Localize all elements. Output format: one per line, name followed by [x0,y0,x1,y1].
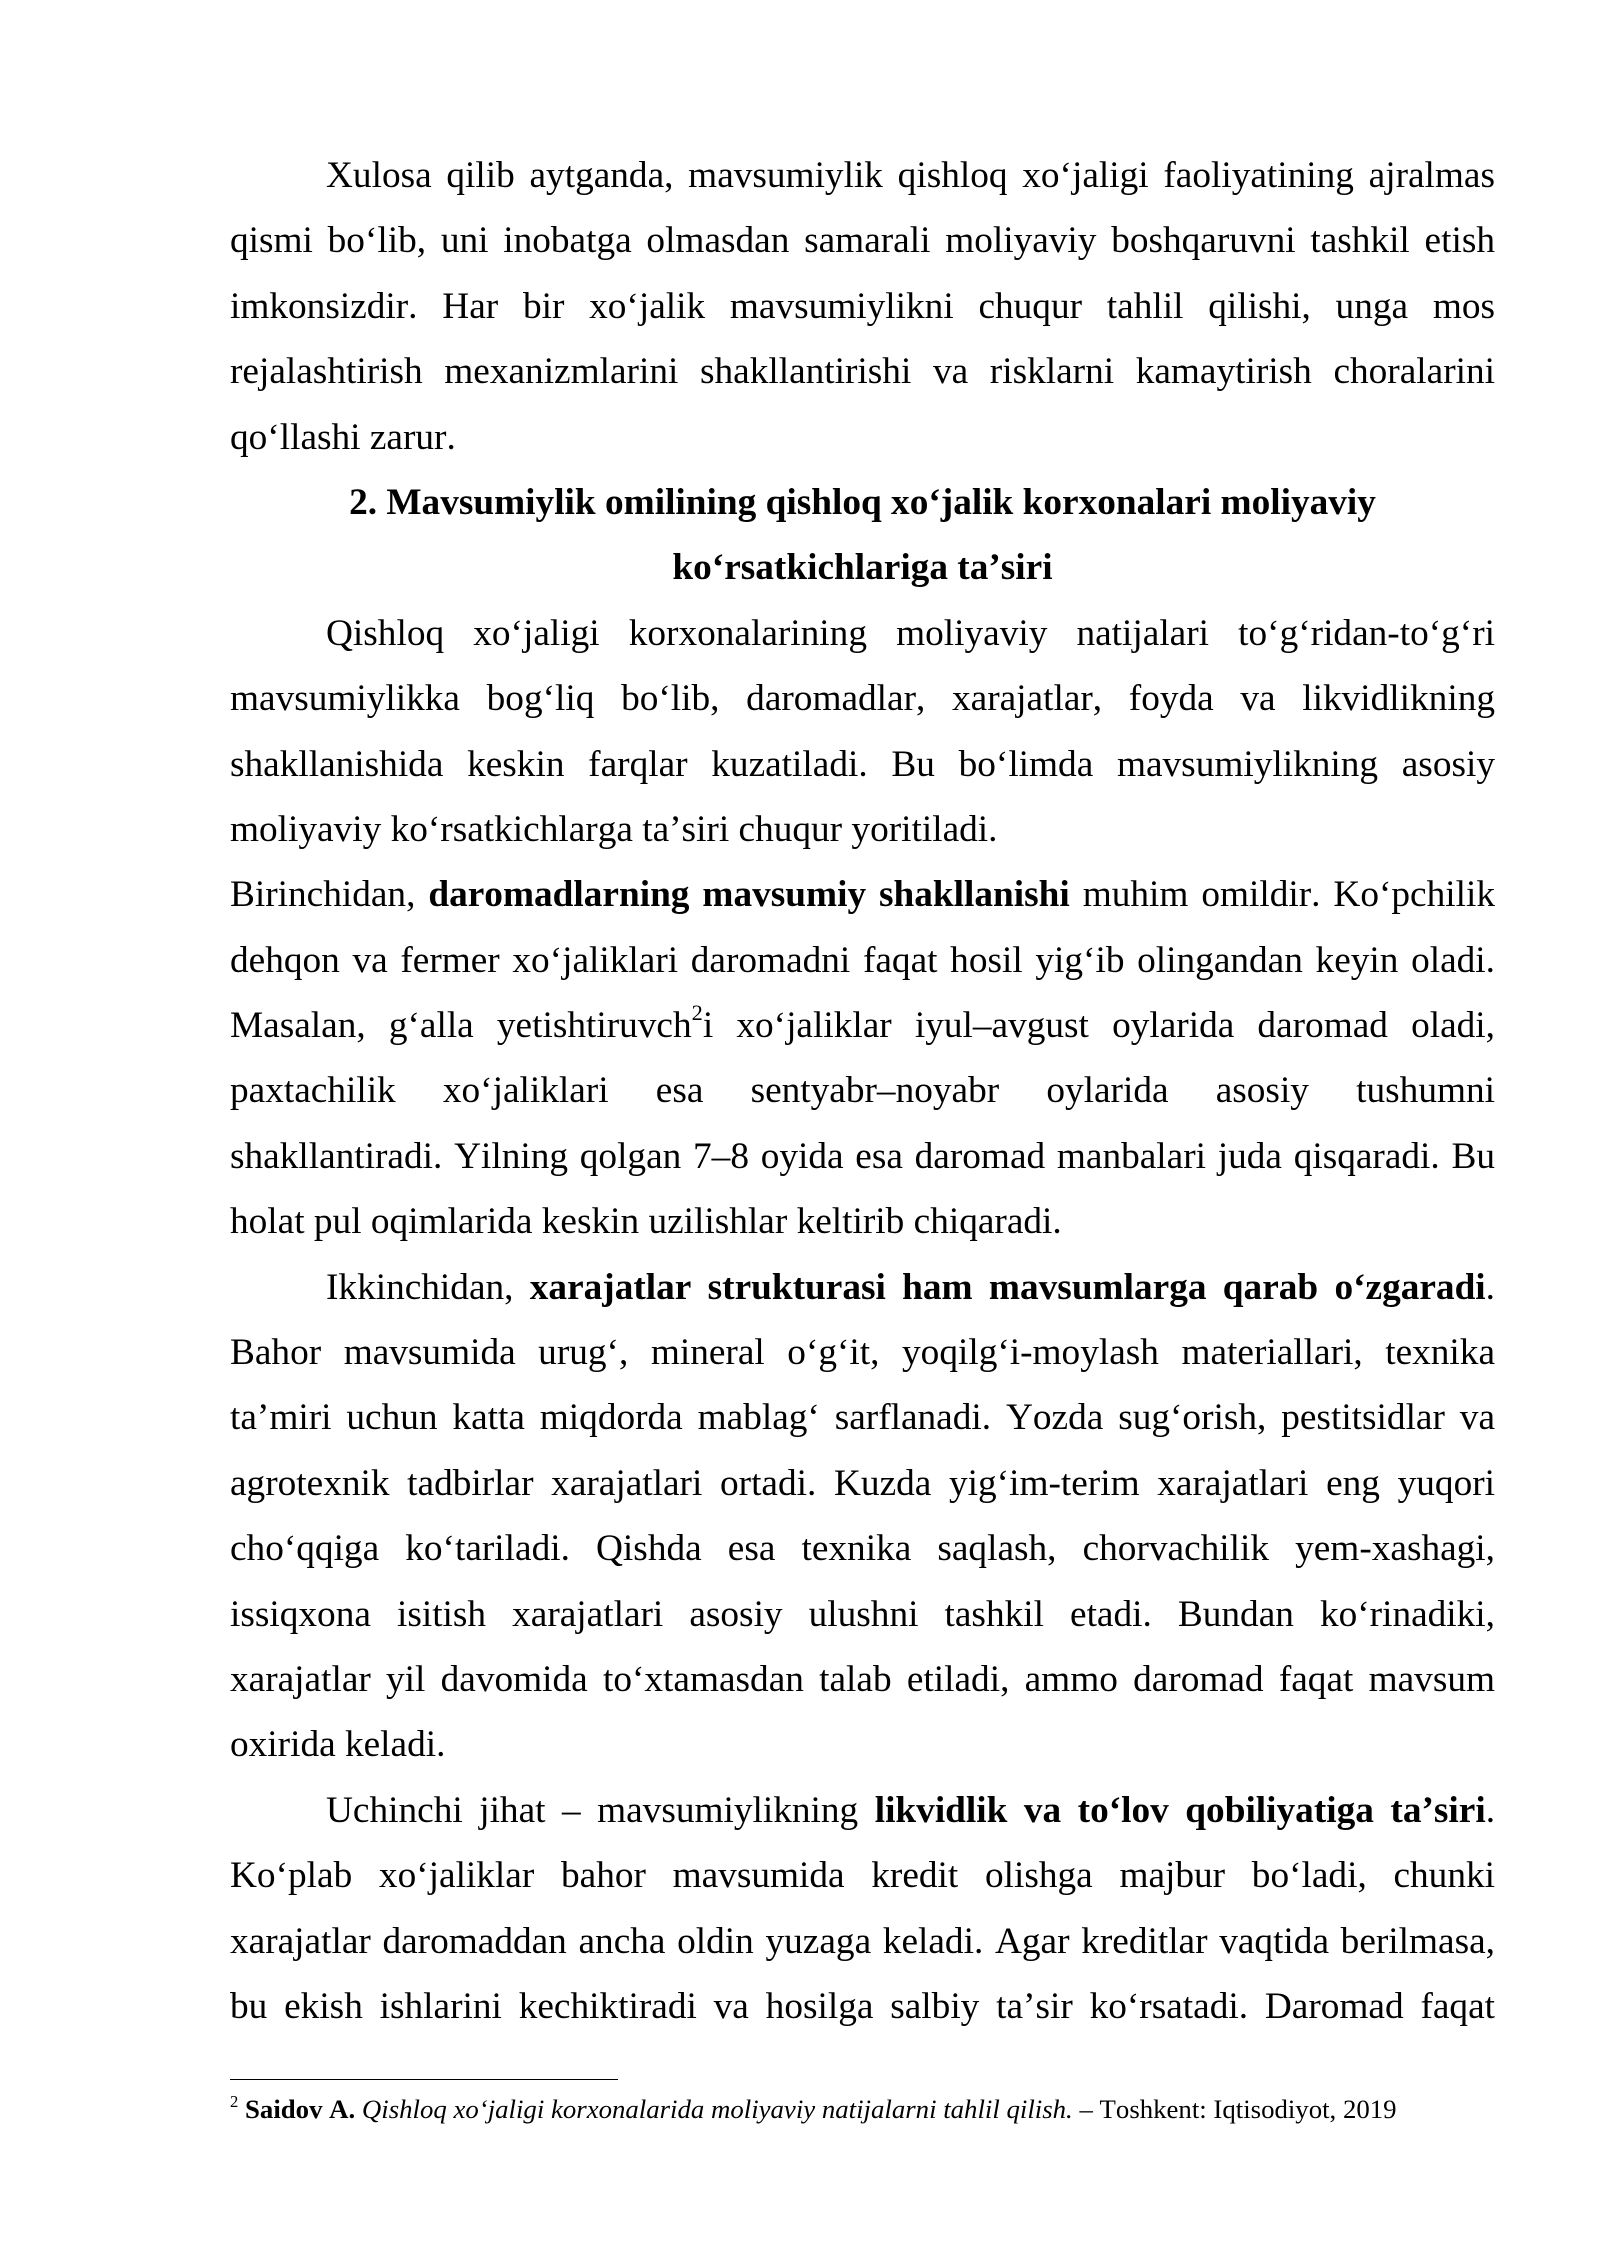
text-line [230,1778,1495,1843]
footnote-title: Qishloq xo‘jaligi korxonalarida moliyaviy natijalarni tahlil qilish. [361,2094,1073,2124]
paragraph-intro [230,601,1495,863]
text-line: rejalashtirish mexanizmlarini shakllantirishi va risklarni kamaytirish choralarini [230,351,1495,393]
text-line: Bahor mavsumida urug‘, mineral o‘g‘it, yoqilg‘i-moylash materiallari, texnika [230,1332,1495,1374]
text-line: Ko‘plab xo‘jaliklar bahor mavsumida kredit olishga majbur bo‘ladi, chunki [230,1855,1495,1897]
text-line: oxirida keladi. [230,1724,446,1766]
footnote-reference: 2 [691,1000,703,1026]
text-line: qo‘llashi zarur. [230,416,456,458]
text-run: Masalan, g‘alla yetishtiruvch [230,1005,692,1047]
text-line: Qishloq xo‘jaligi korxonalarining moliyaviy natijalari to‘g‘ridan-to‘g‘ri [326,612,1495,654]
bold-phrase: likvidlik va to‘lov qobiliyatiga ta’siri [874,1789,1486,1831]
text-run: . [1485,1789,1496,1831]
text-run: muhim omildir. Ko‘pchilik [1069,874,1495,916]
bold-phrase: daromadlarning mavsumiy shakllanishi [428,874,1070,916]
text-run: Ikkinchidan, [326,1266,530,1308]
text-line: xarajatlar yil davomida to‘xtamasdan talab etiladi, ammo daromad faqat mavsum [230,1658,1495,1700]
text-run: . [1485,1266,1495,1308]
footnote-publication: – Toshkent: Iqtisodiyot, 2019 [1079,2094,1397,2124]
text-run: i xo‘jaliklar iyul–avgust oylarida daromad oladi, [702,1005,1495,1047]
text-line [230,993,1495,1058]
text-line: moliyaviy ko‘rsatkichlarga ta’siri chuqur yoritiladi. [230,808,998,850]
text-line: qismi bo‘lib, uni inobatga olmasdan samarali moliyaviy boshqaruvni tashkil etish [230,220,1495,262]
footnote-separator [230,2079,618,2080]
paragraph-second-point [230,1255,1495,1778]
text-line: ta’miri uchun katta miqdorda mablag‘ sarflanadi. Yozda sug‘orish, pestitsidlar va [230,1397,1495,1439]
text-line: Xulosa qilib aytganda, mavsumiylik qishloq xo‘jaligi faoliyatining ajralmas [326,155,1495,196]
text-line: dehqon va fermer xo‘jaliklari daromadni faqat hosil yig‘ib olingandan keyin oladi. [230,939,1495,981]
paragraph-third-point [230,1778,1495,2040]
text-line: imkonsizdir. Har bir xo‘jalik mavsumiylikni chuqur tahlil qilishi, unga mos [230,285,1495,327]
text-run: Uchinchi jihat – mavsumiylikning [326,1789,875,1831]
footnote-marker: 2 [230,2092,239,2112]
text-run: Birinchidan, [230,874,429,916]
text-line: agrotexnik tadbirlar xarajatlari ortadi. Kuzda yig‘im-terim xarajatlari eng yuqori [230,1462,1495,1504]
text-line: bu ekish ishlarini kechiktiradi va hosilga salbiy ta’sir ko‘rsatadi. Daromad faqat [230,1985,1495,2027]
text-line: ko‘rsatkichlariga ta’siri [672,547,1053,589]
footnote [230,2092,1495,2126]
text-line: holat pul oqimlarida keskin uzilishlar keltirib chiqaradi. [230,1201,1062,1243]
text-line: 2. Mavsumiylik omilining qishloq xo‘jalik korxonalari moliyaviy [349,481,1376,523]
text-line: issiqxona isitish xarajatlari asosiy ulushni tashkil etadi. Bundan ko‘rinadiki, [230,1593,1495,1635]
text-line: cho‘qqiga ko‘tariladi. Qishda esa texnika saqlash, chorvachilik yem-xashagi, [230,1528,1495,1570]
footnote-author: Saidov A. [245,2094,356,2124]
paragraph-conclusion [230,143,1495,470]
text-line [230,862,1495,927]
text-line: xarajatlar daromaddan ancha oldin yuzaga keladi. Agar kreditlar vaqtida berilmasa, [230,1920,1495,1962]
bold-phrase: xarajatlar strukturasi ham mavsumlarga qarab o‘zgaradi [529,1266,1486,1308]
paragraph-first-point [230,862,1495,1254]
text-line: paxtachilik xo‘jaliklari esa sentyabr–noyabr oylarida asosiy tushumni [230,1070,1495,1112]
text-line: shakllanishida keskin farqlar kuzatiladi. Bu bo‘limda mavsumiylikning asosiy [230,743,1495,785]
body-text [230,143,1495,2039]
text-line: shakllantiradi. Yilning qolgan 7–8 oyida esa daromad manbalari juda qisqaradi. Bu [230,1135,1495,1177]
text-line [230,1255,1495,1320]
text-line: mavsumiylikka bog‘liq bo‘lib, daromadlar, xarajatlar, foyda va likvidlikning [230,678,1495,720]
section-heading [230,470,1495,601]
